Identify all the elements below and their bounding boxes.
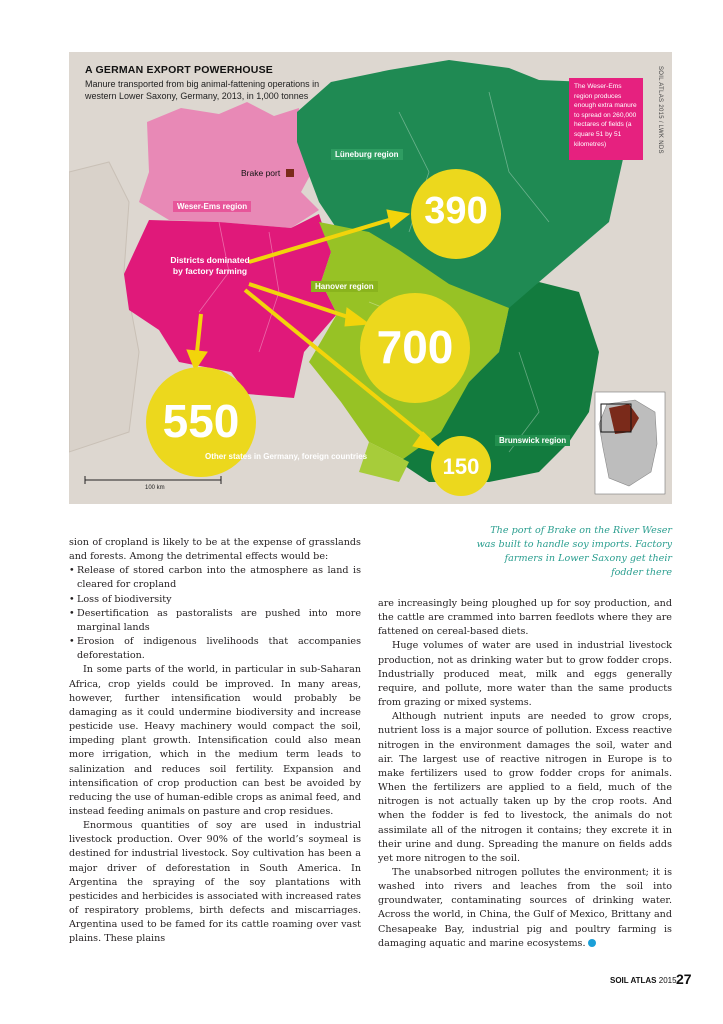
end-mark-icon bbox=[588, 939, 596, 947]
manure-map bbox=[69, 52, 672, 504]
germany-inset-map bbox=[595, 392, 665, 494]
right-paragraph-2: Although nutrient inputs are needed to grow crops, nutrient loss is a major source of pollution. Excess reactive nitrogen in the environment damages the soil, water and air. The largest use of reactive nitrogen in Europe is to make fertilizers used to grow fodder crops for animals. When the fertilizers are applied to a field, much of the nitrogen is not actually taken up by the crop roots. And when the fodder is fed to livestock, the animals do not assimilate all of the nitrogen it contains; they excrete it in their urine and dung. Spreading the manure on fields adds yet more nitrogen to the soil. bbox=[378, 711, 672, 864]
hanover-label: Hanover region bbox=[311, 281, 378, 292]
brake-port-label: Brake port bbox=[241, 168, 281, 178]
value-hanover: 700 bbox=[376, 321, 454, 373]
publication-year: 2015 bbox=[658, 976, 677, 985]
page-number: 27 bbox=[676, 971, 692, 987]
factory-farming-label: Districts dominated by factory farming bbox=[170, 255, 250, 276]
right-paragraph-3-text: The unabsorbed nitrogen pollutes the environment; it is washed into rivers and leaches from the soil into groundwater, contaminating sources of drinking water. Across the world, in China, the Gulf of Mexico, Brittany and Chesapeake Bay, industrial pig and poultry farming is damaging aquatic and marine ecosystems. bbox=[378, 866, 672, 949]
effects-list bbox=[69, 564, 361, 663]
left-intro: sion of cropland is likely to be at the expense of grasslands and forests. Among the detrimental effects would be: bbox=[69, 537, 361, 563]
brunswick-label: Brunswick region bbox=[495, 435, 570, 446]
left-paragraph-1: In some parts of the world, in particular in sub-Saharan Africa, crop yields could be improved. In many areas, however, further intensification would probably be damaging as it could undermine biodiversity and increase pesticide use. Heavy machinery would compact the soil, impeding plant growth. Intensification could also mean more irrigation, which in the medium term leads to salinization and reduces soil fertility. Expansion and intensification of crop production can best be avoided by reducing the use of human-edible crops as animal feed, and instead feeding animals on pasture and crop residues. bbox=[69, 664, 361, 817]
scale-label: 100 km bbox=[145, 485, 165, 491]
right-paragraph-1: Huge volumes of water are used in industrial livestock production, not as drinking water but to grow fodder crops. Industrially produced meat, milk and eggs generally require, and pollute, more water than the same products from grazing or mixed systems. bbox=[378, 640, 672, 709]
value-luneburg: 390 bbox=[424, 190, 488, 232]
right-column bbox=[378, 597, 672, 951]
map-credit: SOIL ATLAS 2015 / LWK NDS bbox=[657, 66, 663, 154]
list-item: • Loss of biodiversity bbox=[69, 593, 361, 607]
map-subtitle: Manure transported from big animal-fattening operations in western Lower Saxony, Germany, 2013, in 1,000 tonnes bbox=[85, 79, 320, 101]
figure-caption: The port of Brake on the River Weser was built to handle soy imports. Factory farmers in Lower Saxony get their fodder there bbox=[476, 525, 672, 578]
footer-publication bbox=[610, 976, 677, 985]
weser-ems-label: Weser-Ems region bbox=[173, 201, 251, 212]
left-column bbox=[69, 536, 361, 947]
value-brunswick: 150 bbox=[442, 454, 480, 479]
publication-name: SOIL ATLAS bbox=[610, 976, 657, 985]
list-item: • Erosion of indigenous livelihoods that accompanies deforestation. bbox=[69, 635, 361, 663]
value-other: 550 bbox=[162, 395, 240, 447]
right-paragraph-3 bbox=[378, 866, 672, 951]
weser-ems-callout: The Weser-Ems region produces enough extra manure to spread on 260,000 hectares of fields (a square 51 by 51 kilometres) bbox=[569, 78, 643, 160]
list-item: • Desertification as pastoralists are pushed into more marginal lands bbox=[69, 607, 361, 635]
right-paragraph-0: are increasingly being ploughed up for soy production, and the cattle are crammed into barren feedlots where they are fattened on cereal-based diets. bbox=[378, 598, 672, 638]
luneburg-label: Lüneburg region bbox=[331, 149, 403, 160]
map-title: A GERMAN EXPORT POWERHOUSE bbox=[85, 64, 273, 76]
left-paragraph-2: Enormous quantities of soy are used in industrial livestock production. Over 90% of the world’s soymeal is destined for industrial livestock. Soy cultivation has been a major driver of deforestation in South America. In Argentina the spraying of the soy plantations with pesticides and herbicides is associated with increased rates of respiratory problems, birth defects and miscarriages. Argentina used to be famed for its cattle roaming over vast plains. These plains bbox=[69, 820, 361, 945]
list-item: • Release of stored carbon into the atmosphere as land is cleared for cropland bbox=[69, 564, 361, 592]
other-states-label: Other states in Germany, foreign countries bbox=[205, 452, 368, 461]
brake-port-marker bbox=[286, 169, 294, 177]
